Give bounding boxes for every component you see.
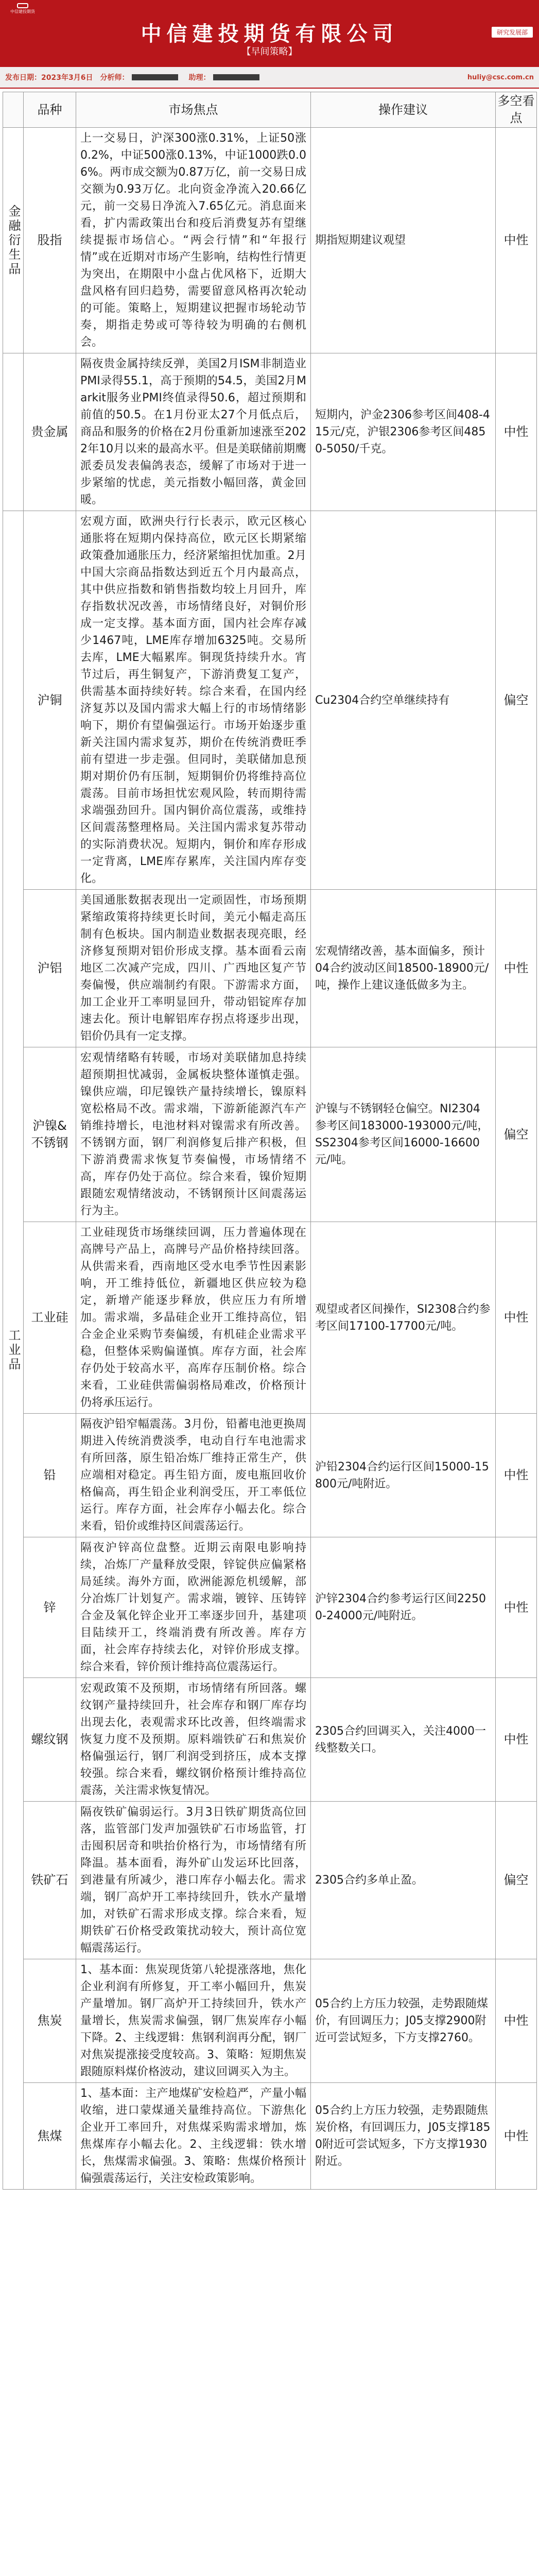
variety-cell: 锌 (24, 1537, 76, 1678)
focus-cell: 隔夜沪锌高位盘整。近期云南限电影响持续，冶炼厂产量释放受限，锌锭供应偏紧格局延续。海外方面，欧洲能源危机缓解，部分冶炼厂计划复产。需求端，镀锌、压铸锌合金及氧化锌企业开工率逐步回升，基建项目陆续开工，终端消费有所改善。库存方面，社会库存持续去化，对锌价形成支撑。综合来看，锌价预计维持高位震荡运行。 (76, 1537, 311, 1678)
header-view: 多空看点 (496, 92, 537, 128)
variety-cell: 沪镍&不锈钢 (24, 1047, 76, 1222)
info-bar (0, 67, 539, 89)
advice-cell: 2305合约多单止盈。 (311, 1802, 496, 1959)
view-cell: 中性 (496, 1537, 537, 1678)
focus-cell: 美国通胀数据表现出一定顽固性，市场预期紧缩政策将持续更长时间，美元小幅走高压制有色板块。国内制造业数据表现亮眼，经济修复预期对铝价形成支撑。基本面看云南地区二次减产完成，四川、广西地区复产节奏偏慢，供应端制约有限。下游需求方面，加工企业开工率明显回升，带动铝锭库存加速去化。预计电解铝库存拐点将逐步出现，铝价仍具有一定支撑。 (76, 890, 311, 1047)
table-row (3, 1222, 537, 1414)
view-cell: 偏空 (496, 1047, 537, 1222)
focus-cell: 宏观政策不及预期，市场情绪有所回落。螺纹钢产量持续回升，社会库存和钢厂库存均出现去化，表观需求环比改善，但终端需求恢复力度不及预期。原料端铁矿石和焦炭价格偏强运行，钢厂利润受到挤压，成本支撑较强。综合来看，螺纹钢价格预计维持高位震荡，关注需求恢复情况。 (76, 1678, 311, 1802)
variety-cell: 铁矿石 (24, 1802, 76, 1959)
department-badge: 研究发展部 (492, 27, 533, 38)
sector-industrial: 工业品 (3, 511, 24, 2190)
table-row (3, 1047, 537, 1222)
advice-cell: 05合约上方压力较强，走势跟随焦炭价格，有回调压力，J05支撑1850附近可尝试短多，下方支撑1930附近。 (311, 2083, 496, 2190)
focus-cell: 工业硅现货市场继续回调，压力普遍体现在高牌号产品上，高牌号产品价格持续回落。从供需来看，西南地区受水电季节性因素影响，开工维持低位，新疆地区供应较为稳定，新增产能逐步释放，供应压力有所增加。需求端，多晶硅企业开工维持高位，铝合金企业采购节奏偏缓，有机硅企业需求平稳，但整体采购偏谨慎。库存方面，社会库存仍处于较高水平，高库存压制价格。综合来看，工业硅供需偏弱格局难改，价格预计仍将承压运行。 (76, 1222, 311, 1414)
table-row (3, 1802, 537, 1959)
advice-cell: 短期内，沪金2306参考区间408-415元/克，沪银2306参考区间4850-5050/千克。 (311, 353, 496, 511)
variety-cell: 螺纹钢 (24, 1678, 76, 1802)
view-cell: 中性 (496, 1414, 537, 1537)
view-cell: 中性 (496, 1222, 537, 1414)
assistant-label: 助理： (188, 74, 211, 82)
report-header (0, 0, 539, 67)
advice-cell: 宏观情绪改善，基本面偏多，预计04合约波动区间18500-18900元/吨，操作上建议逢低做多为主。 (311, 890, 496, 1047)
contact-email[interactable]: huliy@csc.com.cn (467, 73, 534, 81)
focus-cell: 宏观情绪略有转暖，市场对美联储加息持续超预期担忧减弱，金属板块整体谨慎走强。镍供应端，印尼镍铁产量持续增长，镍原料宽松格局不改。需求端，下游新能源汽车产销维持增长，电池材料对镍需求有所改善。不锈钢方面，钢厂利润修复后排产积极，但下游消费需求恢复节奏偏慢，市场情绪不高，库存仍处于高位。综合来看，镍价短期跟随宏观情绪波动，不锈钢预计区间震荡运行为主。 (76, 1047, 311, 1222)
variety-cell: 焦炭 (24, 1959, 76, 2083)
view-cell: 中性 (496, 128, 537, 353)
table-row (3, 1959, 537, 2083)
logo-icon (17, 3, 28, 8)
variety-cell: 沪铝 (24, 890, 76, 1047)
advice-cell: 沪铅2304合约运行区间15000-15800元/吨附近。 (311, 1414, 496, 1537)
redacted-assistant (213, 74, 259, 80)
strategy-table (3, 92, 537, 2190)
company-title: 中信建投期货有限公司 (141, 22, 398, 46)
header-variety: 品种 (24, 92, 76, 128)
table-row (3, 353, 537, 511)
focus-cell: 隔夜贵金属持续反弹，美国2月ISM非制造业PMI录得55.1，高于预期的54.5，美国2月Markit服务业PMI终值录得50.6，超过预期和前值的50.5。在1月份亚太27个月低点后，商品和服务的价格在2月份重新加速涨至2022年10月以来的最高水平。但是美联储前期鹰派委员发表偏鸽表态，缓解了市场对于进一步紧缩的忧虑，美元指数小幅回落，黄金回暖。 (76, 353, 311, 511)
table-row (3, 1678, 537, 1802)
table-row (3, 2083, 537, 2190)
header-advice: 操作建议 (311, 92, 496, 128)
focus-cell: 宏观方面，欧洲央行行长表示，欧元区核心通胀将在短期内保持高位，欧元区长期紧缩政策叠加通胀压力，经济紧缩担忧加重。2月中国大宗商品指数达到近五个月内最高点，其中供应指数和销售指数均较上月回升，库存指数状况改善，市场情绪良好，对铜价形成一定支撑。基本面方面，国内社会库存减少1467吨，LME库存增加6325吨。交易所去库，LME大幅累库。铜现货持续升水。宵节过后，再生铜复产，下游消费复工复产，供需基本面持续好转。综合来看，在国内经济复苏以及国内需求大幅上行的市场情绪影响下，期价有望偏强运行。市场开始逐步重新关注国内需求复苏，期价在传统消费旺季前有望进一步走强。但同时，美联储加息预期对期价仍有压制，短期铜价仍将维持高位震荡。目前市场担忧宏观风险，转而期待需求端强劲回升。国内铜价高位震荡，或维持区间震荡整理格局。关注国内需求复苏带动的实际消费状况。短期内，铜价和库存形成一定背离，LME库存累库，关注国内库存变化。 (76, 511, 311, 890)
view-cell: 偏空 (496, 1802, 537, 1959)
focus-cell: 隔夜铁矿偏弱运行。3月3日铁矿期货高位回落，监管部门发声加强铁矿石市场监管，打击囤积居奇和哄抬价格行为，市场情绪有所降温。基本面看，海外矿山发运环比回落，到港量有所减少，港口库存小幅去化。需求端，钢厂高炉开工率持续回升，铁水产量增加，对铁矿石需求形成支撑。综合来看，短期铁矿石价格受政策扰动较大，预计高位宽幅震荡运行。 (76, 1802, 311, 1959)
variety-cell: 沪铜 (24, 511, 76, 890)
view-cell: 中性 (496, 1678, 537, 1802)
company-logo (4, 3, 41, 14)
variety-cell: 焦煤 (24, 2083, 76, 2190)
advice-cell: 沪镍与不锈钢轻仓偏空。NI2304参考区间183000-193000元/吨，SS2304参考区间16000-16600元/吨。 (311, 1047, 496, 1222)
document-type: 【早间策略】 (241, 46, 298, 57)
variety-cell: 铅 (24, 1414, 76, 1537)
advice-cell: 期指短期建议观望 (311, 128, 496, 353)
table-row (3, 1537, 537, 1678)
variety-cell: 工业硅 (24, 1222, 76, 1414)
logo-text: 中信建投期货 (10, 9, 35, 14)
advice-cell: 沪锌2304合约参考运行区间22500-24000元/吨附近。 (311, 1537, 496, 1678)
sector-finance: 金融衍生品 (3, 128, 24, 353)
table-row (3, 511, 537, 890)
variety-cell: 贵金属 (24, 353, 76, 511)
focus-cell: 隔夜沪铅窄幅震荡。3月份，铅蓄电池更换周期进入传统消费淡季，电动自行车电池需求有所回落，原生铅冶炼厂维持正常生产，供应端相对稳定。再生铅方面，废电瓶回收价格偏高，再生铅企业利润受压，开工率低位运行。库存方面，社会库存小幅去化。综合来看，铅价或维持区间震荡运行。 (76, 1414, 311, 1537)
header-sector (3, 92, 24, 128)
advice-cell: 观望或者区间操作，SI2308合约参考区间17100-17700元/吨。 (311, 1222, 496, 1414)
table-row (3, 128, 537, 353)
redacted-analyst (132, 74, 178, 80)
view-cell: 偏空 (496, 511, 537, 890)
table-header-row (3, 92, 537, 128)
advice-cell: Cu2304合约空单继续持有 (311, 511, 496, 890)
advice-cell: 05合约上方压力较强，走势跟随煤价，有回调压力；J05支撑2900附近可尝试短多，下方支撑2760。 (311, 1959, 496, 2083)
variety-cell: 股指 (24, 128, 76, 353)
focus-cell: 1、基本面：焦炭现货第八轮提涨落地，焦化企业利润有所修复，开工率小幅回升，焦炭产量增加。钢厂高炉开工持续回升，铁水产量增长，焦炭需求偏强，钢厂焦炭库存小幅下降。2、主线逻辑：焦钢利润再分配，钢厂对焦炭提涨接受度较高。3、策略：短期焦炭跟随原料煤价格波动，建议回调买入为主。 (76, 1959, 311, 2083)
header-focus: 市场焦点 (76, 92, 311, 128)
view-cell: 中性 (496, 353, 537, 511)
view-cell: 中性 (496, 2083, 537, 2190)
sector-blank (3, 353, 24, 511)
focus-cell: 上一交易日，沪深300涨0.31%，上证50涨0.2%，中证500涨0.13%，中证1000跌0.06%。两市成交额为0.87万亿，前一交易日成交额为0.93万亿。北向资金净流入20.66亿元，前一交易日净流入7.65亿元。消息面来看，扩内需政策出台和疫后消费复苏有望继续提振市场信心。“两会行情”和“年报行情”或在近期对市场产生影响，结构性行情更为突出，在期限中小盘占优风格下，近期大盘风格有回归趋势，需要留意风格再次轮动的可能。策略上，短期建议把握市场轮动节奏，期指走势或可等待较为明确的右侧机会。 (76, 128, 311, 353)
view-cell: 中性 (496, 1959, 537, 2083)
table-row (3, 1414, 537, 1537)
focus-cell: 1、基本面：主产地煤矿安检趋严，产量小幅收缩，进口蒙煤通关量维持高位。下游焦化企业开工率回升，对焦煤采购需求增加，炼焦煤库存小幅去化。2、主线逻辑：铁水增长，焦煤需求偏强。3、策略：焦煤价格预计偏强震荡运行，关注安检政策影响。 (76, 2083, 311, 2190)
advice-cell: 2305合约回调买入，关注4000一线整数关口。 (311, 1678, 496, 1802)
analyst-label: 分析师： (100, 74, 129, 82)
publish-date: 发布日期：2023年3月6日 (5, 74, 93, 82)
view-cell: 中性 (496, 890, 537, 1047)
table-row (3, 890, 537, 1047)
